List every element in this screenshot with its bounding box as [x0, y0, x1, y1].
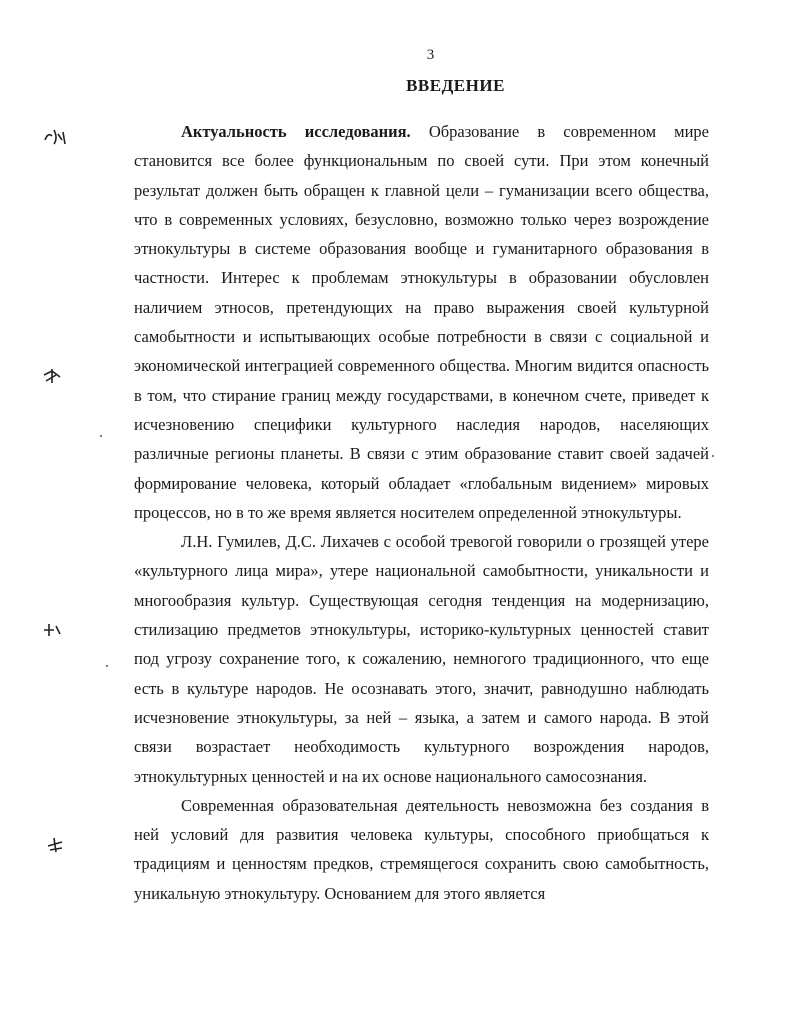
page-number: 3 [426, 47, 435, 63]
paragraph-1 [134, 117, 709, 527]
body-text [134, 117, 709, 908]
binding-mark-2-icon [40, 365, 64, 387]
binding-mark-4-icon [44, 834, 68, 856]
paragraph-3-text: Современная образовательная деятельность невозможна без создания в ней условий для развития человека культуры, способного приобщаться к традициям и ценностям предков, стремящегося сохранить свою самобытность, уникальную этнокультуру. Основанием для этого является [134, 795, 709, 903]
scan-speck [100, 435, 102, 437]
paragraph-3 [134, 791, 709, 908]
paragraph-1-text: Образование в современном мире становится все более функциональным по своей сути. При этом конечный результат должен быть обращен к главной цели – гуманизации всего общества, что в современных условиях, безусловно, возможно только через возрождение этнокультуры в системе образования вообще и гуманитарного образования в частности. Интерес к проблемам этнокультуры в образовании обусловлен наличием этносов, претендующих на право выражения своей культурной самобытности и испытывающих особые потребности в связи с социальной и экономической интеграцией современного общества. Многим видится опасность в том, что стирание границ между государствами, в конечном счете, приведет к исчезновению специфики культурного наследия народов, населяющих различные регионы планеты. В связи с этим образование ставит своей задачей формирование человека, который обладает «глобальным видением» мировых процессов, но в то же время является носителем определенной этнокультуры. [134, 122, 709, 522]
scan-speck [106, 665, 108, 667]
binding-mark-3-icon [40, 618, 64, 640]
paragraph-1-lead: Актуальность исследования. [181, 122, 411, 141]
scan-speck [712, 455, 714, 457]
binding-mark-4 [44, 834, 68, 860]
page-heading: ВВЕДЕНИЕ [406, 76, 505, 95]
paragraph-2 [134, 527, 709, 791]
binding-mark-3 [40, 618, 64, 644]
binding-mark-2 [40, 365, 64, 391]
binding-mark-1 [42, 126, 68, 152]
binding-mark-1-icon [42, 126, 68, 148]
paragraph-2-text: Л.Н. Гумилев, Д.С. Лихачев с особой тревогой говорили о грозящей утере «культурного лица мира», утере национальной самобытности, уникальности и многообразия культур. Существующая сегодня тенденция на модернизацию, стилизацию предметов этнокультуры, историко-культурных ценностей ставит под угрозу сохранение того, к сожалению, немногого традиционного, что еще есть в культуре народов. Не осознавать этого, значит, равнодушно наблюдать исчезновение этнокультуры, за ней – языка, а затем и самого народа. В этой связи возрастает необходимость культурного возрождения народов, этнокультурных ценностей и на их основе национального самосознания. [134, 532, 709, 786]
